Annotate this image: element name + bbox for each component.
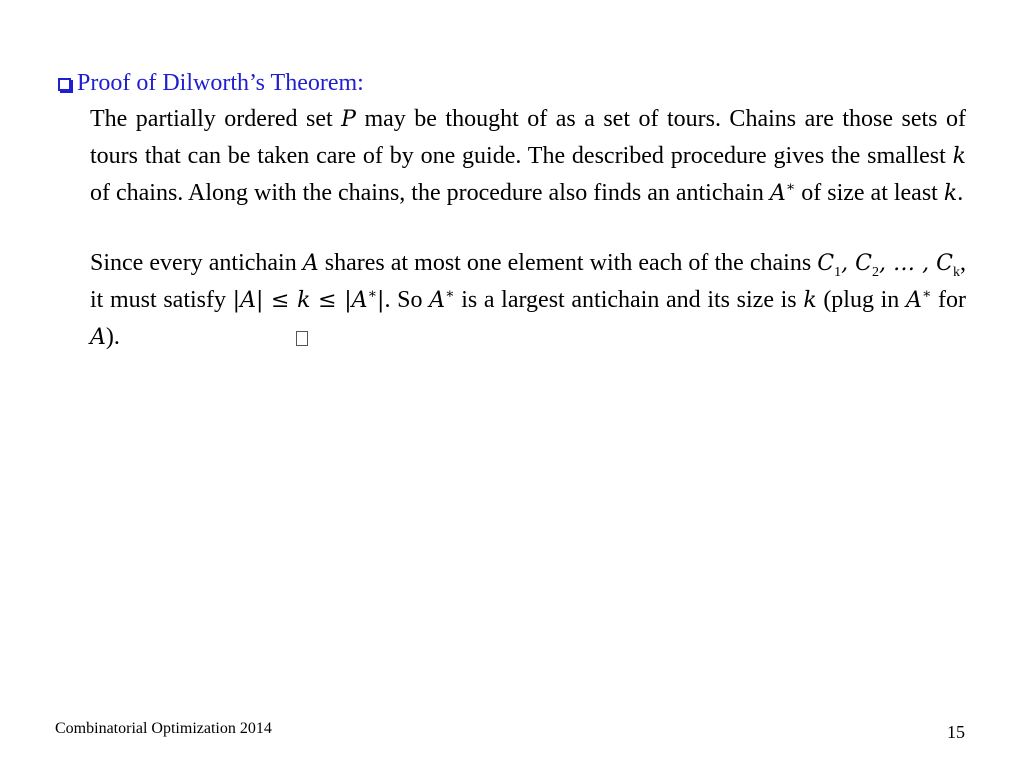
proof-paragraph-2 bbox=[90, 245, 966, 356]
checkbox-bullet-icon bbox=[58, 78, 71, 91]
text-run: is a largest antichain and its size is bbox=[454, 287, 804, 313]
math-symbol-C: C bbox=[936, 251, 953, 276]
math-subscript: 2 bbox=[871, 264, 879, 280]
text-run: Since every antichain bbox=[90, 250, 303, 276]
text-run: ). bbox=[105, 324, 120, 350]
proof-paragraph-1 bbox=[90, 101, 966, 212]
math-separator: , … , bbox=[878, 251, 937, 276]
math-symbol-C: C bbox=[855, 251, 872, 276]
math-symbol-P: P bbox=[341, 107, 356, 132]
footer-course-title: Combinatorial Optimization 2014 bbox=[55, 720, 272, 737]
math-superscript: ∗ bbox=[921, 287, 932, 302]
slide-page-number: 15 bbox=[947, 722, 965, 742]
math-symbol-k: k bbox=[943, 181, 958, 206]
text-run: of size at least bbox=[795, 180, 944, 206]
text-run: may be thought of as a set of tours. Chains are those sets of tours that can be taken care of by one guide. The described procedure gives the smallest bbox=[90, 106, 966, 169]
slide-heading bbox=[58, 68, 364, 98]
math-symbol-C: C bbox=[817, 251, 835, 276]
math-symbol-k: k bbox=[952, 144, 966, 169]
math-symbol-k: k bbox=[803, 288, 817, 313]
text-run: . bbox=[957, 180, 964, 206]
math-subscript: k bbox=[953, 264, 960, 280]
math-separator: , bbox=[841, 251, 856, 276]
text-run: . So bbox=[384, 287, 430, 313]
math-symbol-A: A bbox=[769, 181, 786, 206]
math-subscript: 1 bbox=[834, 264, 842, 280]
math-symbol-A: A bbox=[90, 325, 106, 350]
math-symbol-A: A bbox=[302, 251, 319, 276]
text-run: , it must satisfy bbox=[90, 250, 966, 313]
math-superscript: ∗ bbox=[445, 287, 455, 302]
math-symbol-A: A bbox=[905, 288, 922, 313]
math-inequality-end: | bbox=[377, 288, 385, 313]
text-run: (plug in bbox=[816, 287, 906, 313]
heading-text: Proof of Dilworth’s Theorem: bbox=[77, 70, 364, 96]
text-run: for bbox=[931, 287, 967, 313]
math-symbol-A: A bbox=[429, 288, 446, 313]
text-run: shares at most one element with each of the chains bbox=[318, 250, 818, 276]
qed-box-icon bbox=[296, 331, 308, 346]
math-superscript: ∗ bbox=[367, 287, 378, 302]
math-inequality: |A| ≤ k ≤ |A bbox=[232, 288, 368, 313]
text-run: of chains. Along with the chains, the procedure also finds an antichain bbox=[90, 180, 770, 206]
text-run: The partially ordered set bbox=[90, 106, 342, 132]
math-superscript: ∗ bbox=[785, 180, 796, 195]
